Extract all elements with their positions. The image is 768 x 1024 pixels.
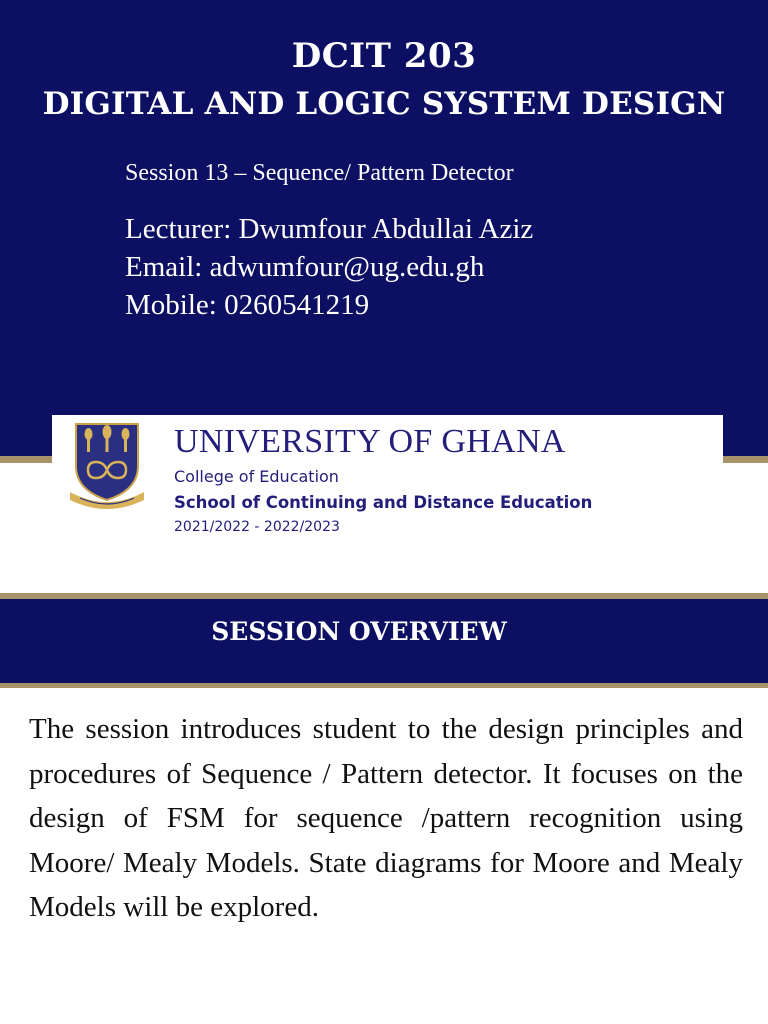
overview-title: SESSION OVERVIEW (211, 617, 507, 646)
academic-years: 2021/2022 - 2022/2023 (174, 519, 340, 535)
course-code: DCIT 203 (291, 36, 477, 76)
course-title: DIGITAL AND LOGIC SYSTEM DESIGN (42, 86, 726, 122)
college-name: College of Education (174, 467, 339, 486)
lecturer-info (125, 210, 533, 324)
lecturer-name: Lecturer: Dwumfour Abdullai Aziz (125, 213, 534, 245)
gold-divider (0, 683, 768, 688)
lecturer-email: Email: adwumfour@ug.edu.gh (125, 251, 485, 283)
lecturer-mobile: Mobile: 0260541219 (125, 289, 370, 321)
school-name: School of Continuing and Distance Education (174, 493, 593, 512)
university-name: UNIVERSITY OF GHANA (174, 423, 566, 460)
session-subtitle: Session 13 – Sequence/ Pattern Detector (125, 160, 514, 186)
university-crest-icon (66, 420, 148, 510)
overview-paragraph: The session introduces student to the design principles and procedures of Sequence / Pattern detector. It focuses on the design of FSM for sequence /pattern recognition using Moore/ Mealy Models. State diagrams for Moore and Mealy Models will be explored. (29, 713, 743, 923)
